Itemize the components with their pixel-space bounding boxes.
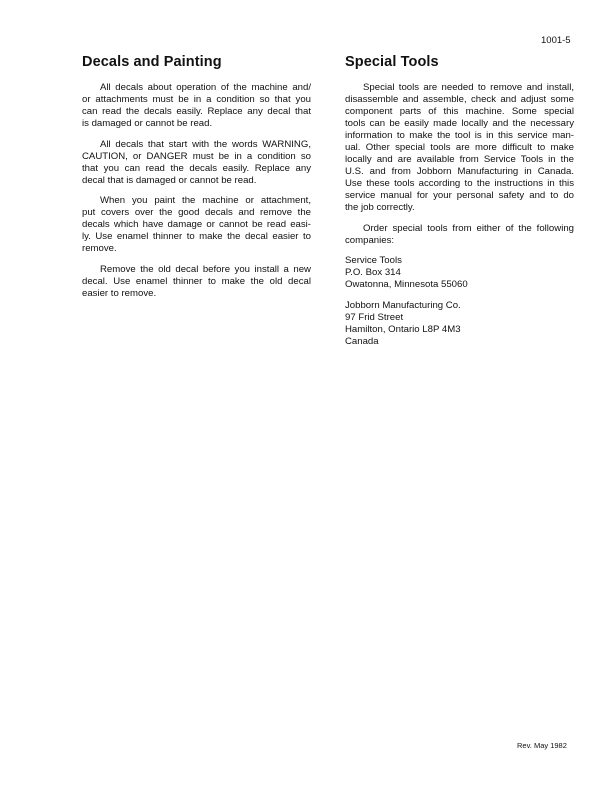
text-line: Order special tools from either of the following [363,222,574,234]
company-address [345,300,574,348]
text-line: information to make the tool is in this service man- [345,130,574,141]
text-line: ly. Use enamel thinner to make the decal easier to [82,231,311,242]
text-line: decal. Use enamel thinner to make the old decal [82,275,311,287]
address-line: P.O. Box 314 [345,267,401,278]
text-line: Remove the old decal before you install a new [100,263,311,275]
address-line: Canada [345,335,379,347]
paragraph [82,195,311,255]
text-line: tools can be easily made locally and the necessary [345,118,574,129]
paragraph [82,264,311,300]
company-address [345,255,574,291]
address-line: Service Tools [345,255,402,266]
section-title: Decals and Painting [82,54,222,70]
text-line: decal that is damaged or cannot be read. [82,174,257,186]
text-line: easier to remove. [82,287,157,299]
text-line: component parts of this machine. Some special [345,106,574,117]
text-line: can read the decals easily. Replace any decal that [82,106,311,117]
text-line: companies: [345,234,395,246]
text-line: that you can read the decals easily. Replace any [82,162,311,174]
address-line: Jobborn Manufacturing Co. [345,299,461,311]
text-line: U.S. and from Jobborn Manufacturing in Canada. [345,166,574,177]
special-tools-section [345,54,574,356]
paragraph [82,139,311,187]
text-line: the job correctly. [345,202,415,213]
text-line: All decals that start with the words WARNING, [100,138,311,150]
paragraph [345,82,574,214]
text-line: locally and are available from Service Tools in the [345,154,574,165]
text-line: decals which have damage or cannot be read easi- [82,219,311,230]
section-title: Special Tools [345,54,439,70]
address-line: Hamilton, Ontario L8P 4M3 [345,323,461,335]
decals-and-painting-section [82,54,311,308]
text-line: Use these tools according to the instructions in this [345,178,574,189]
text-line: When you paint the machine or attachment, [100,195,311,206]
text-line: disassemble and assemble, check and adjust some [345,94,574,105]
text-line: is damaged or cannot be read. [82,118,213,129]
text-line: CAUTION, or DANGER must be in a condition so [82,150,311,162]
page-number: 1001-5 [541,35,571,46]
address-line: Owatonna, Minnesota 55060 [345,279,468,290]
text-line: ual. Other special tools are more difficult to make [345,142,574,153]
address-line: 97 Frid Street [345,311,404,323]
text-line: Special tools are needed to remove and install, [363,82,574,93]
text-line: All decals about operation of the machine and/ [100,82,311,93]
text-line: remove. [82,243,117,254]
text-line: or attachments must be in a condition so that you [82,94,311,105]
text-line: service manual for your personal safety and to do [345,190,574,201]
paragraph [82,82,311,130]
revision-date: Rev. May 1982 [517,741,567,750]
paragraph [345,223,574,247]
text-line: put covers over the good decals and remove the [82,207,311,218]
